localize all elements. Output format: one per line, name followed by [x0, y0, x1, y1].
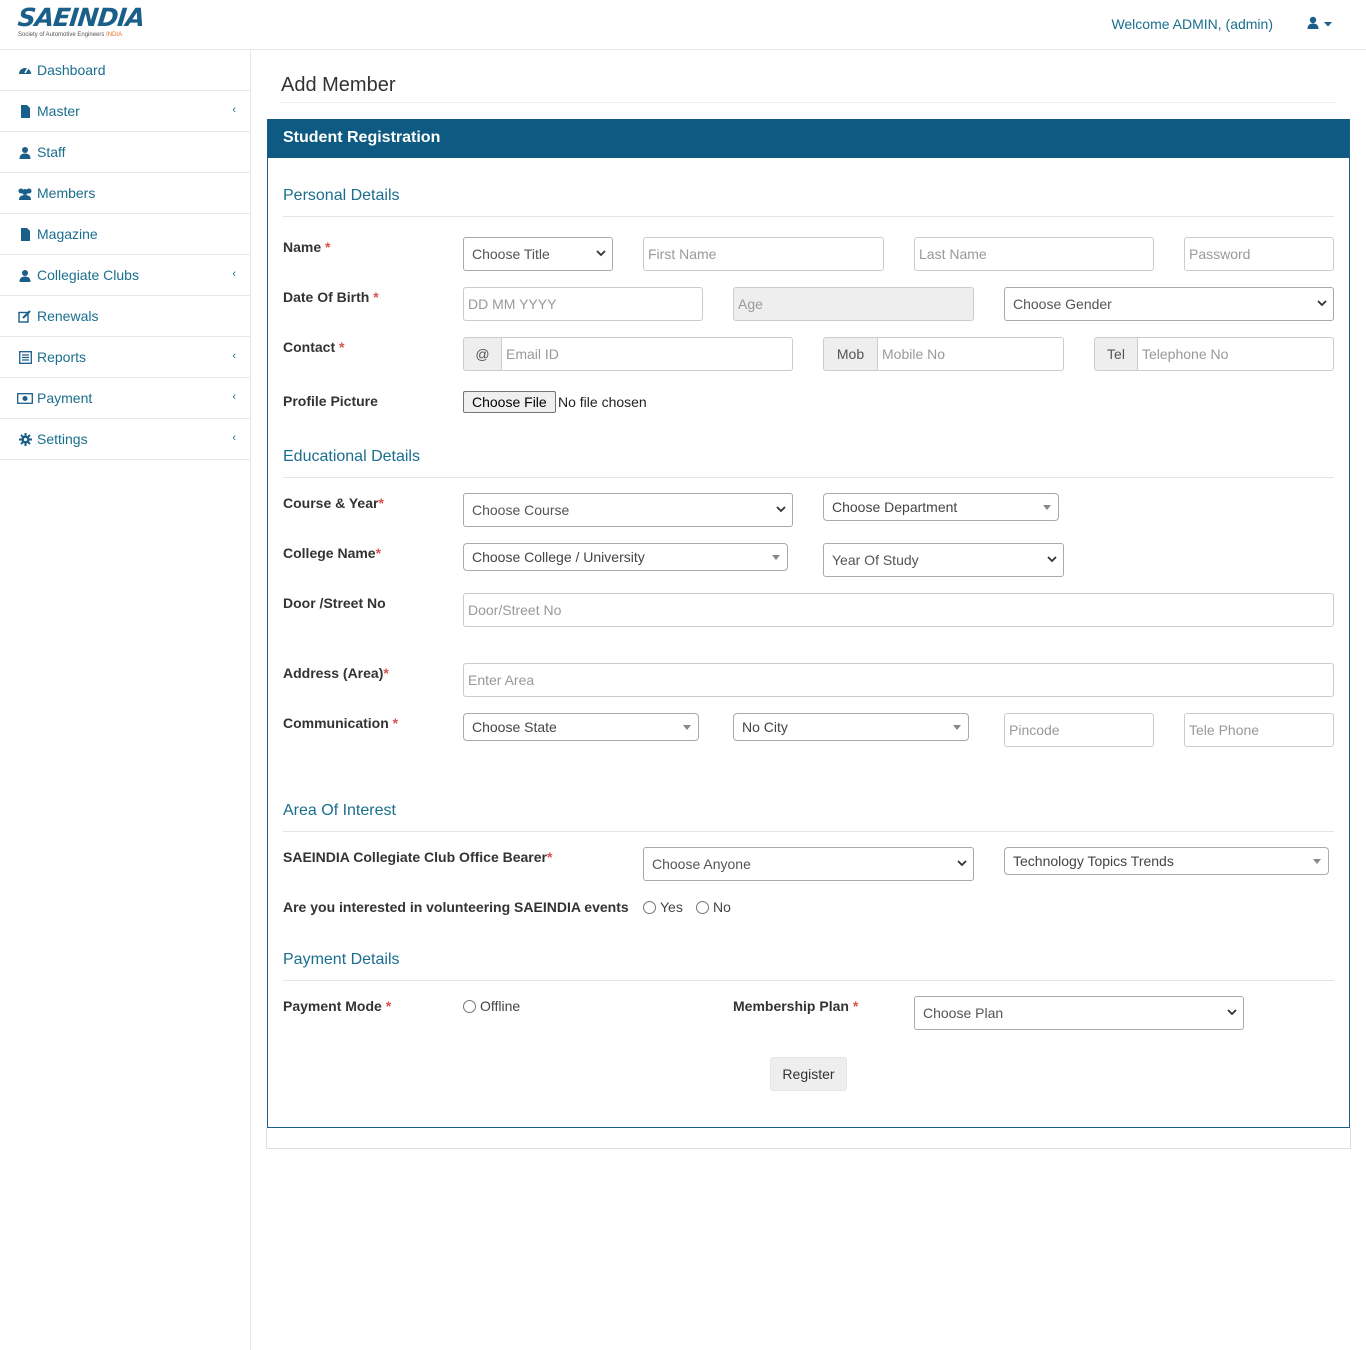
sidebar-label: Collegiate Clubs — [37, 267, 139, 283]
panel-footer — [266, 1128, 1351, 1149]
chevron-left-icon: ‹ — [232, 391, 236, 403]
last-name-input[interactable]: Last Name — [914, 237, 1154, 271]
sidebar-label: Settings — [37, 431, 88, 447]
section-divider — [283, 980, 1334, 981]
college-select[interactable]: Choose College / University — [463, 543, 788, 571]
course-year-label: Course & Year* — [283, 495, 384, 511]
register-button[interactable]: Register — [770, 1057, 847, 1091]
office-bearer-select[interactable]: Choose Anyone — [643, 847, 974, 881]
chevron-down-icon — [776, 505, 786, 513]
radio-label: Yes — [660, 899, 683, 915]
radio-label: Offline — [480, 998, 521, 1014]
email-input[interactable]: Email ID — [501, 337, 793, 371]
college-name-label: College Name* — [283, 545, 382, 561]
gender-select[interactable]: Choose Gender — [1004, 287, 1334, 321]
money-icon — [16, 391, 34, 405]
radio-label: No — [713, 899, 731, 915]
sidebar-label: Renewals — [37, 308, 99, 324]
state-select[interactable]: Choose State — [463, 713, 699, 741]
area-input[interactable]: Enter Area — [463, 663, 1334, 697]
chevron-left-icon: ‹ — [232, 104, 236, 116]
top-navbar — [0, 0, 1366, 50]
communication-label: Communication * — [283, 715, 399, 731]
mobile-input[interactable]: Mobile No — [877, 337, 1064, 371]
dob-label: Date Of Birth * — [283, 289, 379, 305]
sidebar — [0, 50, 251, 1350]
telephone-input[interactable]: Telephone No — [1137, 337, 1334, 371]
gear-icon — [16, 432, 34, 446]
chevron-down-icon — [1047, 555, 1057, 563]
edit-icon — [16, 309, 34, 323]
caret-down-icon — [953, 725, 961, 730]
sidebar-label: Magazine — [37, 226, 98, 242]
panel-title: Student Registration — [268, 119, 1349, 158]
sidebar-item-reports[interactable] — [0, 337, 250, 378]
membership-plan-label: Membership Plan * — [733, 998, 859, 1014]
title-divider — [281, 102, 1335, 103]
sidebar-label: Reports — [37, 349, 87, 365]
section-divider — [283, 477, 1334, 478]
radio-circle — [463, 1000, 476, 1013]
sidebar-label: Members — [37, 185, 96, 201]
sidebar-item-settings[interactable] — [0, 419, 250, 460]
sidebar-label: Staff — [37, 144, 66, 160]
chevron-left-icon: ‹ — [232, 350, 236, 362]
caret-down-icon — [683, 725, 691, 730]
user-icon — [1306, 14, 1336, 34]
payment-offline-radio[interactable] — [463, 998, 520, 1014]
pincode-input[interactable]: Pincode — [1004, 713, 1154, 747]
file-icon — [16, 227, 34, 241]
age-input: Age — [733, 287, 974, 321]
list-icon — [16, 350, 34, 364]
sidebar-label: Dashboard — [37, 62, 106, 78]
name-label: Name * — [283, 239, 331, 255]
sidebar-label: Payment — [37, 390, 93, 406]
user-icon — [16, 268, 34, 282]
chevron-left-icon: ‹ — [232, 268, 236, 280]
dashboard-icon — [16, 63, 34, 77]
email-addon: @ — [463, 337, 502, 371]
telephone-addon: Tel — [1094, 337, 1138, 371]
welcome-text: Welcome ADMIN, (admin) — [1111, 16, 1273, 32]
chevron-left-icon: ‹ — [232, 432, 236, 444]
section-educational-details: Educational Details — [283, 448, 420, 465]
sidebar-item-dashboard[interactable] — [0, 50, 250, 91]
membership-plan-select[interactable]: Choose Plan — [914, 996, 1244, 1030]
user-menu-toggle[interactable] — [1306, 14, 1336, 34]
sidebar-item-payment[interactable] — [0, 378, 250, 419]
sidebar-item-collegiate-clubs[interactable] — [0, 255, 250, 296]
caret-down-icon — [1043, 505, 1051, 510]
chevron-down-icon — [1227, 1008, 1237, 1016]
section-area-of-interest: Area Of Interest — [283, 802, 396, 819]
volunteer-no-radio[interactable] — [696, 899, 731, 915]
saeindia-logo[interactable] — [18, 5, 148, 41]
section-divider — [283, 831, 1334, 832]
section-divider — [283, 216, 1334, 217]
caret-down-icon — [772, 555, 780, 560]
course-select[interactable]: Choose Course — [463, 493, 793, 527]
door-street-input[interactable]: Door/Street No — [463, 593, 1334, 627]
caret-down-icon — [1324, 22, 1332, 27]
first-name-input[interactable]: First Name — [643, 237, 884, 271]
chevron-down-icon — [1317, 299, 1327, 307]
section-payment-details: Payment Details — [283, 951, 400, 968]
volunteer-yes-radio[interactable] — [643, 899, 683, 915]
sidebar-item-renewals[interactable] — [0, 296, 250, 337]
title-select[interactable]: Choose Title — [463, 237, 613, 271]
chevron-down-icon — [596, 249, 606, 257]
logo-text: SAEINDIA — [16, 3, 146, 32]
department-select[interactable]: Choose Department — [823, 493, 1059, 521]
payment-mode-label: Payment Mode * — [283, 998, 392, 1014]
logo-tagline: Society of Automotive Engineers INDIA — [18, 32, 123, 38]
office-bearer-label: SAEINDIA Collegiate Club Office Bearer* — [283, 849, 553, 865]
radio-circle — [696, 901, 709, 914]
sidebar-label: Master — [37, 103, 80, 119]
password-input[interactable]: Password — [1184, 237, 1334, 271]
contact-label: Contact * — [283, 339, 345, 355]
volunteer-label: Are you interested in volunteering SAEINDIA events — [283, 899, 629, 915]
door-street-label: Door /Street No — [283, 595, 386, 611]
sidebar-item-magazine[interactable] — [0, 214, 250, 255]
file-status-text: No file chosen — [558, 394, 647, 410]
file-icon — [16, 104, 34, 118]
page-title: Add Member — [281, 74, 396, 96]
sidebar-item-staff[interactable] — [0, 132, 250, 173]
city-select[interactable]: No City — [733, 713, 969, 741]
caret-down-icon — [1313, 859, 1321, 864]
technology-topics-select[interactable]: Technology Topics Trends — [1004, 847, 1329, 875]
radio-circle — [643, 901, 656, 914]
year-of-study-select[interactable]: Year Of Study — [823, 543, 1064, 577]
tele-phone-input[interactable]: Tele Phone — [1184, 713, 1334, 747]
dob-input[interactable]: DD MM YYYY — [463, 287, 703, 321]
chevron-down-icon — [957, 859, 967, 867]
sidebar-item-members[interactable] — [0, 173, 250, 214]
choose-file-button[interactable]: Choose File — [463, 391, 556, 413]
profile-picture-label: Profile Picture — [283, 393, 378, 409]
user-icon — [16, 145, 34, 159]
mobile-addon: Mob — [823, 337, 878, 371]
users-icon — [16, 186, 34, 200]
address-area-label: Address (Area)* — [283, 665, 389, 681]
sidebar-item-master[interactable] — [0, 91, 250, 132]
section-personal-details: Personal Details — [283, 187, 400, 204]
